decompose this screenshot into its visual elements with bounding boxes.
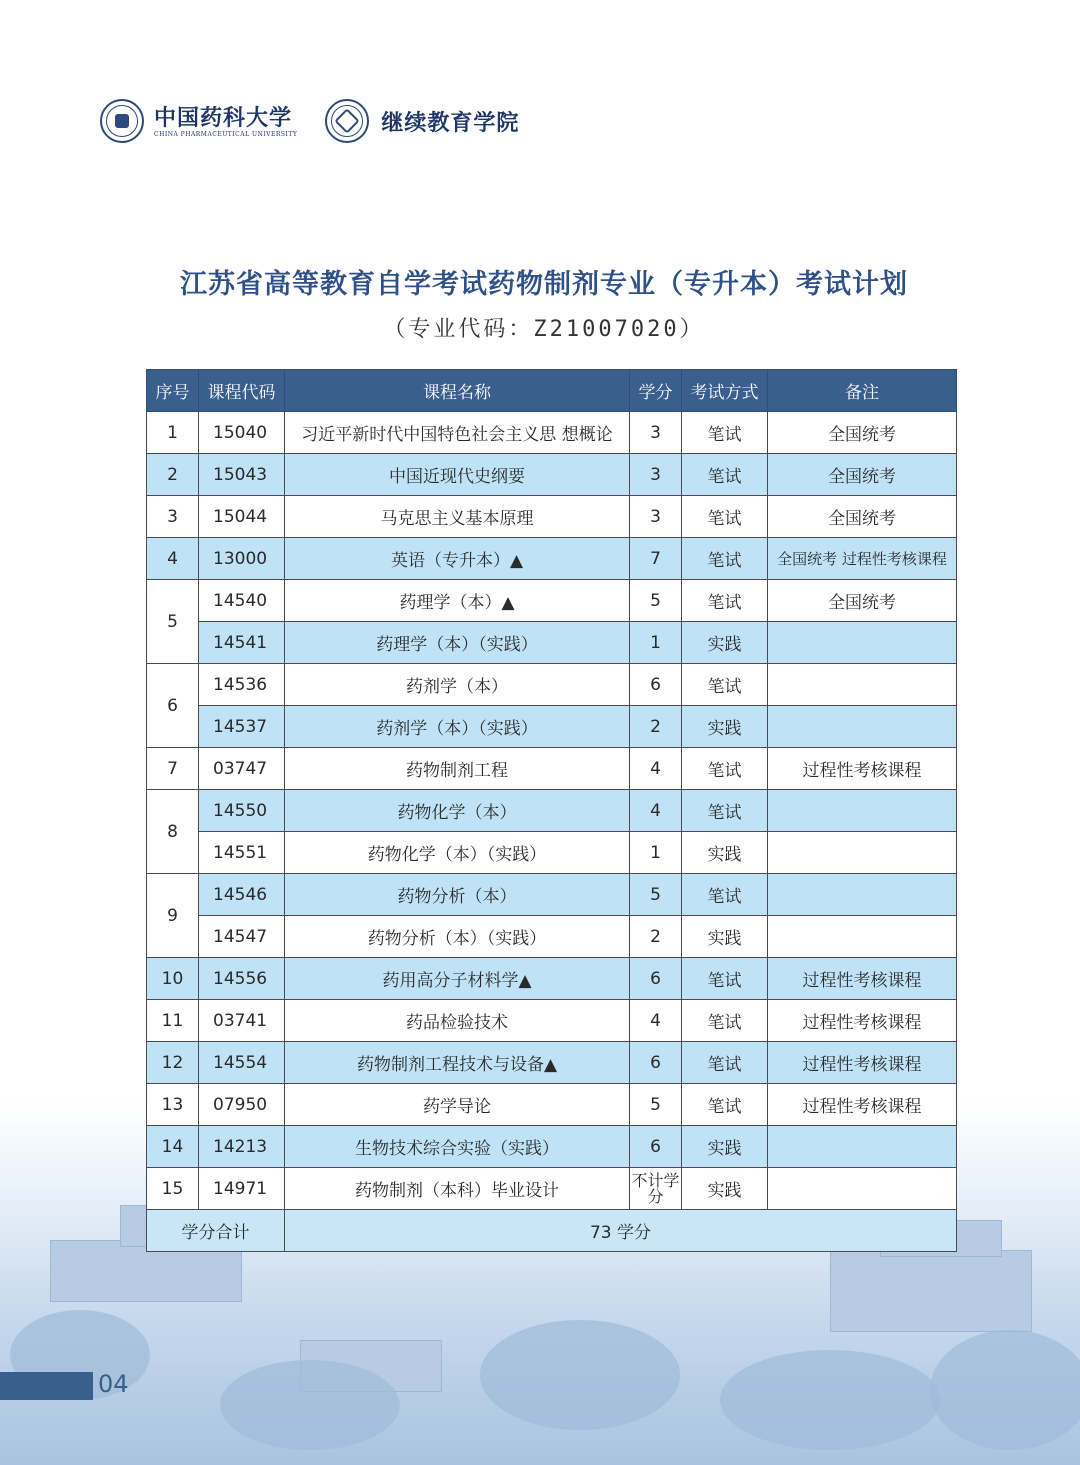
cell-note	[768, 622, 957, 664]
cell-name: 英语（专升本）▲	[285, 538, 630, 580]
total-label: 学分合计	[147, 1210, 285, 1252]
cell-credit: 1	[630, 832, 682, 874]
cell-code: 03741	[199, 1000, 285, 1042]
cell-note	[768, 832, 957, 874]
cell-code: 14971	[199, 1168, 285, 1210]
cell-mode: 笔试	[682, 1084, 768, 1126]
cell-mode: 实践	[682, 706, 768, 748]
table-row	[147, 1126, 957, 1168]
cell-name: 药理学（本）▲	[285, 580, 630, 622]
cell-mode: 实践	[682, 1168, 768, 1210]
cell-mode: 笔试	[682, 580, 768, 622]
cell-credit: 4	[630, 748, 682, 790]
cell-seq: 11	[147, 1000, 199, 1042]
table-row	[147, 454, 957, 496]
cell-note	[768, 1126, 957, 1168]
cell-code: 14213	[199, 1126, 285, 1168]
cell-code: 15040	[199, 412, 285, 454]
cell-code: 14554	[199, 1042, 285, 1084]
cell-note: 过程性考核课程	[768, 958, 957, 1000]
cell-name: 药物化学（本）（实践）	[285, 832, 630, 874]
cell-code: 07950	[199, 1084, 285, 1126]
cell-code: 14547	[199, 916, 285, 958]
cell-note: 全国统考	[768, 580, 957, 622]
table-row	[147, 580, 957, 622]
cell-seq: 13	[147, 1084, 199, 1126]
cell-mode: 实践	[682, 832, 768, 874]
exam-plan-table	[146, 369, 957, 1252]
table-row	[147, 1042, 957, 1084]
cell-note: 全国统考	[768, 454, 957, 496]
page-number: 04	[98, 1370, 129, 1398]
cell-credit: 1	[630, 622, 682, 664]
table-row	[147, 622, 957, 664]
cell-note	[768, 874, 957, 916]
header-name: 课程名称	[285, 370, 630, 412]
table-row	[147, 874, 957, 916]
header-seq: 序号	[147, 370, 199, 412]
cell-mode: 实践	[682, 916, 768, 958]
cell-seq: 2	[147, 454, 199, 496]
table-row	[147, 496, 957, 538]
cell-note	[768, 916, 957, 958]
cell-code: 14536	[199, 664, 285, 706]
header-logos	[100, 96, 519, 146]
cell-mode: 笔试	[682, 454, 768, 496]
university-name-en: CHINA PHARMACEUTICAL UNIVERSITY	[154, 130, 298, 138]
cell-name: 药学导论	[285, 1084, 630, 1126]
table-row	[147, 706, 957, 748]
cell-credit: 7	[630, 538, 682, 580]
header-note: 备注	[768, 370, 957, 412]
cell-seq: 9	[147, 874, 199, 958]
table-row	[147, 832, 957, 874]
cell-credit: 6	[630, 958, 682, 1000]
cell-note: 过程性考核课程	[768, 1042, 957, 1084]
cell-seq: 5	[147, 580, 199, 664]
cell-code: 14537	[199, 706, 285, 748]
cell-note: 全国统考	[768, 412, 957, 454]
total-value: 73 学分	[285, 1210, 957, 1252]
cell-mode: 笔试	[682, 664, 768, 706]
cell-seq: 14	[147, 1126, 199, 1168]
table-row	[147, 916, 957, 958]
cell-code: 13000	[199, 538, 285, 580]
cell-mode: 笔试	[682, 958, 768, 1000]
header-credit: 学分	[630, 370, 682, 412]
cell-code: 15043	[199, 454, 285, 496]
cell-seq: 8	[147, 790, 199, 874]
cell-name: 药剂学（本）	[285, 664, 630, 706]
cell-name: 药物分析（本）	[285, 874, 630, 916]
cell-mode: 实践	[682, 622, 768, 664]
table-row	[147, 1000, 957, 1042]
table-row	[147, 538, 957, 580]
table-row	[147, 412, 957, 454]
cell-credit: 6	[630, 664, 682, 706]
cell-note: 全国统考	[768, 496, 957, 538]
cell-seq: 15	[147, 1168, 199, 1210]
page-title: 江苏省高等教育自学考试药物制剂专业（专升本）考试计划	[180, 269, 908, 300]
cell-name: 药用高分子材料学▲	[285, 958, 630, 1000]
cell-credit: 5	[630, 874, 682, 916]
header-code: 课程代码	[199, 370, 285, 412]
cell-credit: 不计学分	[630, 1168, 682, 1210]
table-header-row	[147, 370, 957, 412]
cell-credit: 6	[630, 1126, 682, 1168]
table-row	[147, 664, 957, 706]
cell-note	[768, 664, 957, 706]
table-row	[147, 958, 957, 1000]
table-row	[147, 1168, 957, 1210]
cell-seq: 4	[147, 538, 199, 580]
cell-name: 药品检验技术	[285, 1000, 630, 1042]
cell-name: 药剂学（本）（实践）	[285, 706, 630, 748]
cell-name: 药物制剂工程技术与设备▲	[285, 1042, 630, 1084]
cell-seq: 7	[147, 748, 199, 790]
cell-seq: 3	[147, 496, 199, 538]
cell-credit: 4	[630, 790, 682, 832]
table-total-row	[147, 1210, 957, 1252]
cell-mode: 笔试	[682, 790, 768, 832]
cell-note: 过程性考核课程	[768, 748, 957, 790]
college-name: 继续教育学院	[381, 109, 520, 136]
cell-mode: 笔试	[682, 496, 768, 538]
cell-mode: 笔试	[682, 1042, 768, 1084]
cell-seq: 12	[147, 1042, 199, 1084]
university-name-cn: 中国药科大学	[154, 104, 293, 131]
cell-code: 15044	[199, 496, 285, 538]
cell-seq: 10	[147, 958, 199, 1000]
cell-credit: 4	[630, 1000, 682, 1042]
cell-mode: 笔试	[682, 748, 768, 790]
cell-code: 14540	[199, 580, 285, 622]
cell-mode: 笔试	[682, 412, 768, 454]
page-number-bar	[0, 1372, 93, 1400]
cell-code: 14556	[199, 958, 285, 1000]
cell-credit: 2	[630, 916, 682, 958]
cell-code: 14551	[199, 832, 285, 874]
cell-credit: 2	[630, 706, 682, 748]
cell-code: 14546	[199, 874, 285, 916]
cell-credit: 3	[630, 412, 682, 454]
cell-note: 过程性考核课程	[768, 1084, 957, 1126]
cell-name: 习近平新时代中国特色社会主义思 想概论	[285, 412, 630, 454]
cell-note	[768, 790, 957, 832]
cell-note: 全国统考 过程性考核课程	[768, 538, 957, 580]
college-seal-icon	[325, 99, 369, 143]
table-row	[147, 790, 957, 832]
table-row	[147, 1084, 957, 1126]
cell-credit: 6	[630, 1042, 682, 1084]
page-subtitle: （专业代码：Z21007020）	[383, 317, 705, 342]
cell-name: 药物分析（本）（实践）	[285, 916, 630, 958]
cell-name: 药物化学（本）	[285, 790, 630, 832]
cell-seq: 6	[147, 664, 199, 748]
cell-note	[768, 1168, 957, 1210]
cell-name: 中国近现代史纲要	[285, 454, 630, 496]
cell-mode: 笔试	[682, 1000, 768, 1042]
cell-name: 药物制剂工程	[285, 748, 630, 790]
university-seal-icon	[100, 99, 144, 143]
cell-credit: 3	[630, 454, 682, 496]
header-mode: 考试方式	[682, 370, 768, 412]
cell-note: 过程性考核课程	[768, 1000, 957, 1042]
cell-credit: 3	[630, 496, 682, 538]
cell-mode: 笔试	[682, 874, 768, 916]
table-row	[147, 748, 957, 790]
cell-code: 14550	[199, 790, 285, 832]
cell-code: 03747	[199, 748, 285, 790]
cell-credit: 5	[630, 1084, 682, 1126]
cell-name: 马克思主义基本原理	[285, 496, 630, 538]
cell-seq: 1	[147, 412, 199, 454]
university-logo-text	[154, 105, 297, 138]
cell-name: 药物制剂（本科）毕业设计	[285, 1168, 630, 1210]
cell-note	[768, 706, 957, 748]
cell-name: 药理学（本）（实践）	[285, 622, 630, 664]
cell-mode: 笔试	[682, 538, 768, 580]
cell-code: 14541	[199, 622, 285, 664]
cell-credit: 5	[630, 580, 682, 622]
cell-mode: 实践	[682, 1126, 768, 1168]
cell-name: 生物技术综合实验（实践）	[285, 1126, 630, 1168]
